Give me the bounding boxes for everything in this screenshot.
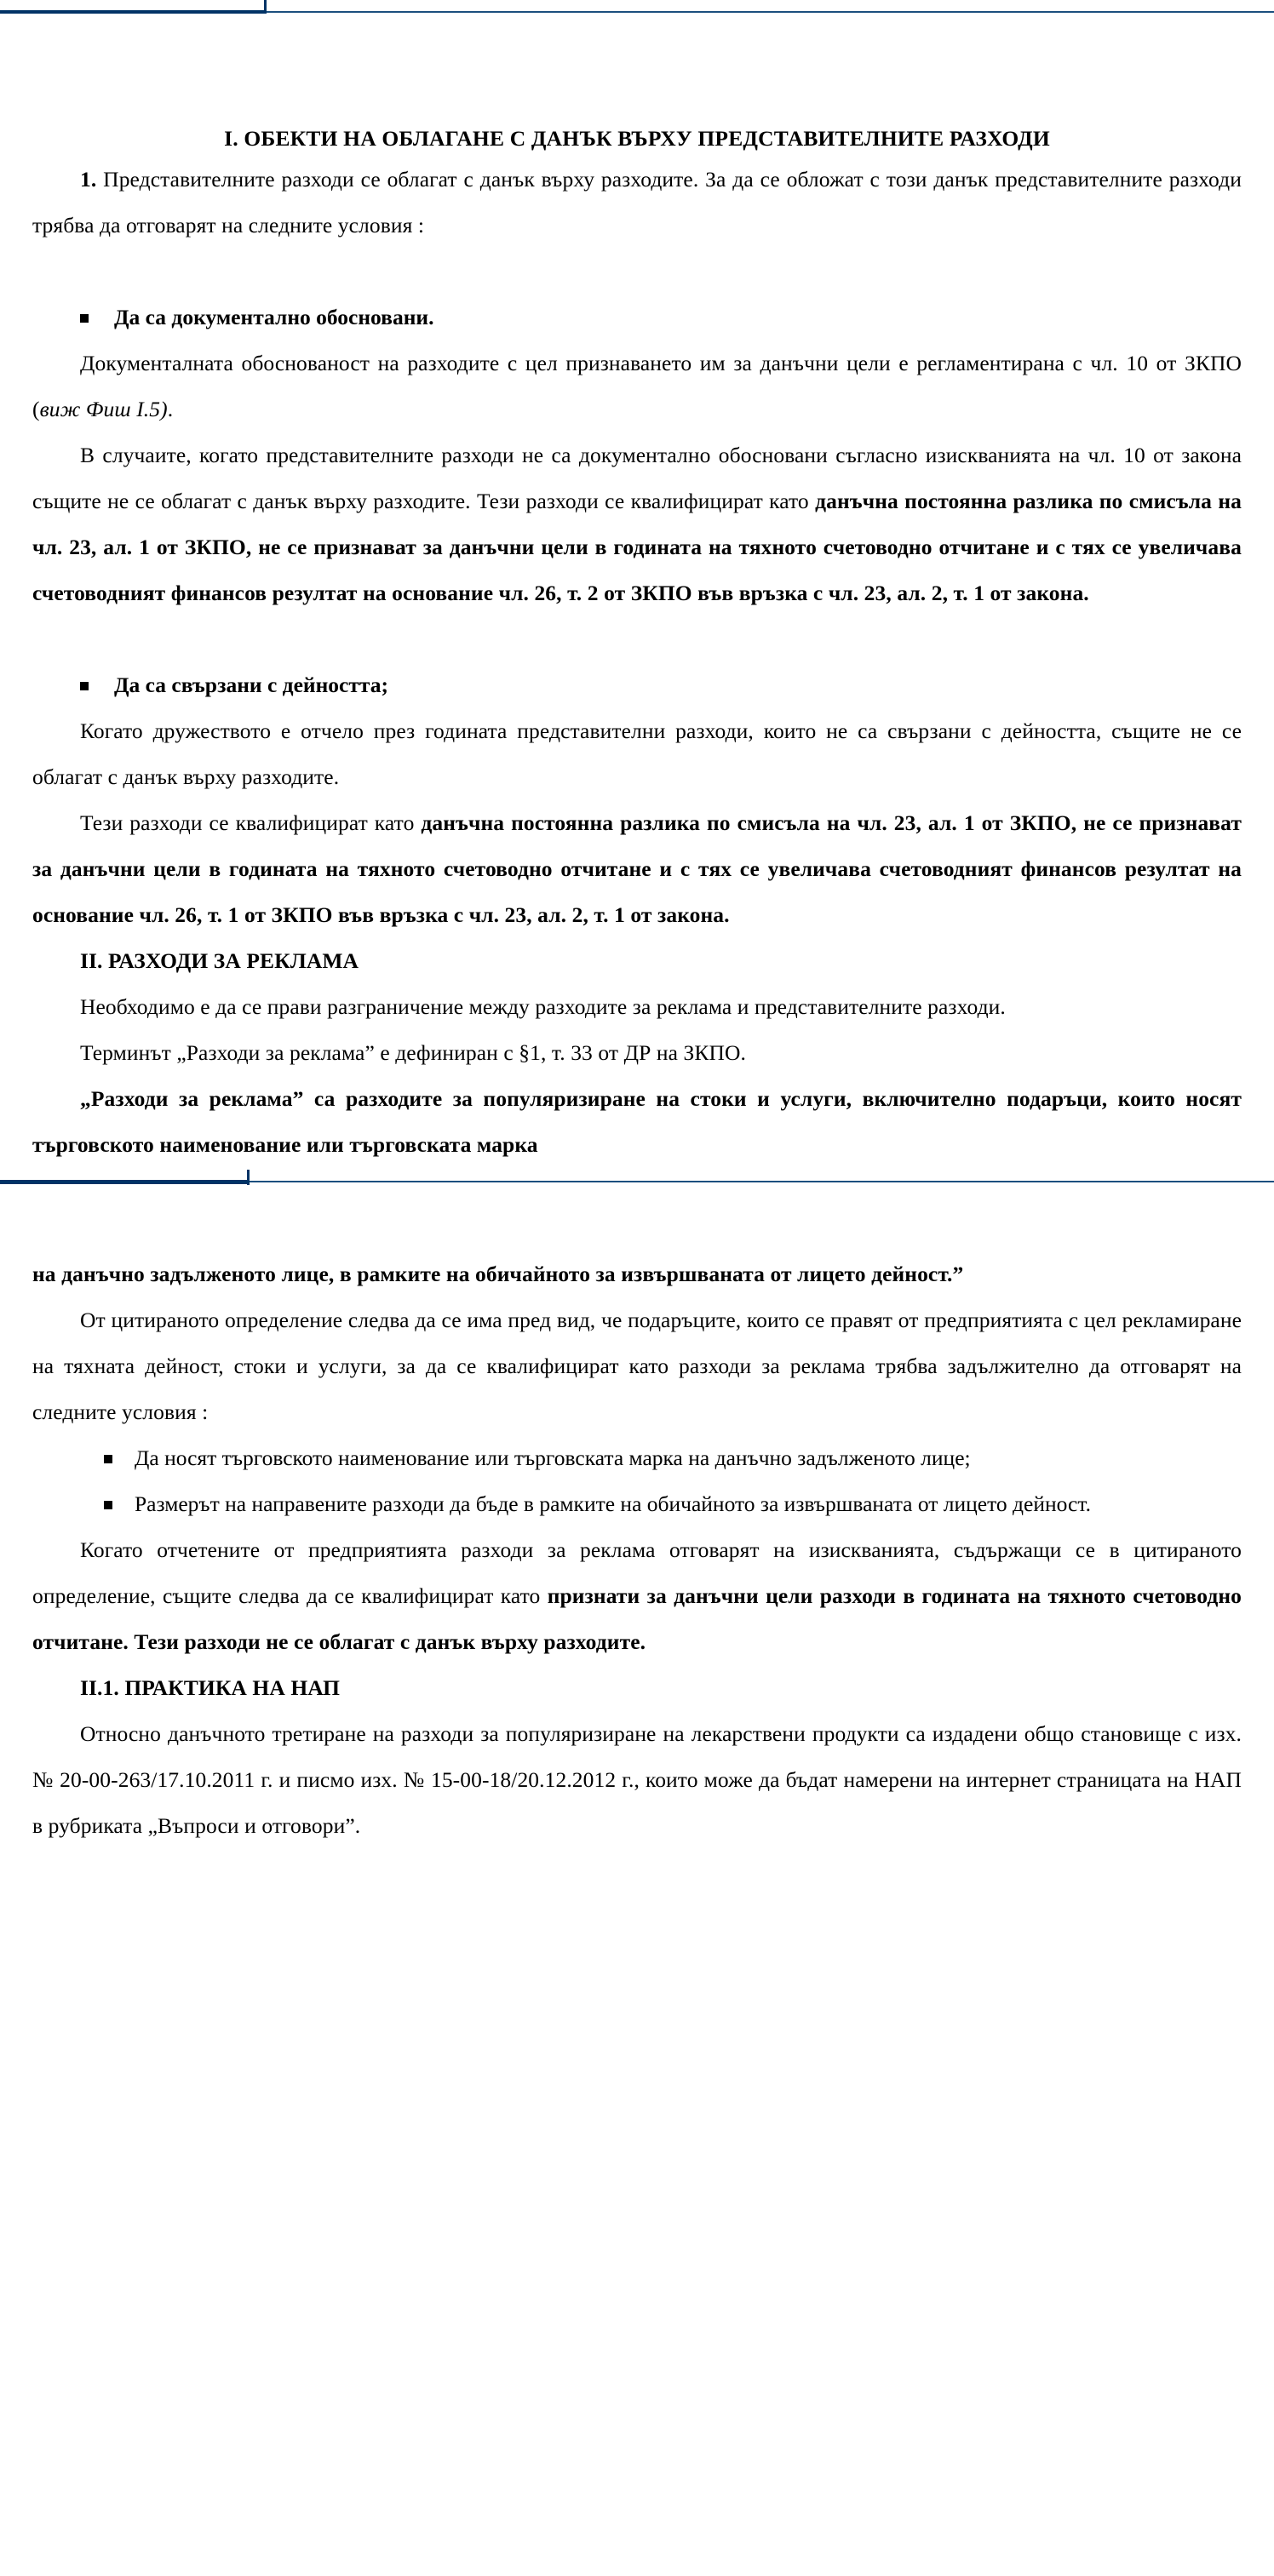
header-rule-thin-segment	[267, 11, 1274, 13]
header-rule-thick-segment	[0, 10, 266, 14]
page-break-rule-thick-segment	[0, 1180, 249, 1184]
page-title: I. ОБЕКТИ НА ОБЛАГАНЕ С ДАНЪК ВЪРХУ ПРЕДСТАВИТЕЛНИТЕ РАЗХОДИ	[224, 126, 1050, 151]
paragraph-intro	[32, 157, 1242, 249]
square-bullet-icon	[104, 1455, 112, 1463]
paragraph-definition-quote-part2-bold: на данъчно задълженото лице, в рамките на обичайното за извършваната от лицето дейност.”	[32, 1262, 964, 1286]
bullet-documentally-justified-label: Да са документално обосновани.	[114, 305, 434, 329]
list-item-text: Да носят търговското наименование или търговската марка на данъчно задълженото лице;	[135, 1445, 971, 1470]
list-item	[32, 1481, 1242, 1527]
list-item-text: Размерът на направените разходи да бъде в рамките на обичайното за извършваната от лицето дейност.	[135, 1491, 1091, 1516]
paragraph-when-reported-plain: Когато отчетените от предприятията разходи за реклама отговарят на изискванията, съдържащи се в цитираното определение, същите следва да се квалифицират като	[32, 1537, 1242, 1608]
paragraph-documental-justification-tail: .	[167, 397, 174, 421]
paragraph-from-definition: От цитираното определение следва да се има пред вид, че подаръците, които се правят от предприятията с цел рекламиране на тяхната дейност, стоки и услуги, за да се квалифицират като разходи за реклама трябва задължително да отговарят на следните условия :	[32, 1308, 1242, 1424]
paragraph-qualified-as-bold: данъчна постоянна разлика по смисъла на чл. 23, ал. 1 от ЗКПО, не се признават за данъчни цели в годината на тяхното счетоводно отчитане и с тях се увеличава счетоводният финансов резултат на основание чл. 26, т. 1 от ЗКПО във връзка с чл. 23, ал. 2, т. 1 от закона.	[32, 810, 1242, 927]
paragraph-definition-quote-part1-bold: „Разходи за реклама” са разходите за популяризиране на стоки и услуги, включително подаръци, които носят търговското наименование или търговската марка	[32, 1086, 1242, 1157]
paragraph-qualified-as	[32, 800, 1242, 938]
square-bullet-icon	[104, 1501, 112, 1509]
paragraph-documental-justification-text: Документалната обоснованост на разходите с цел признаването им за данъчни цели е регламентирана с чл. 10 от ЗКПО (	[32, 351, 1242, 421]
paragraph-definition-quote-part2	[32, 1251, 1242, 1297]
paragraph-intro-text: Представителните разходи се облагат с данък върху разходите. За да се обложат с този данък представителните разходи трябва да отговарят на следните условия :	[32, 167, 1242, 238]
page-one	[0, 20, 1274, 1168]
section-heading-advertising-expenses: II. РАЗХОДИ ЗА РЕКЛАМА	[80, 948, 359, 973]
paragraph-nap-practice-body: Относно данъчното третиране на разходи за популяризиране на лекарствени продукти са издадени общо становище с изх. № 20-00-263/17.10.2011 г. и писмо изх. № 15-00-18/20.12.2012 г., които може да бъдат намерени на интернет страницата на НАП в рубриката „Въпроси и отговори”.	[32, 1721, 1242, 1838]
paragraph-not-justified-cases-bold: данъчна постоянна разлика по смисъла на чл. 23, ал. 1 от ЗКПО, не се признават за данъчни цели в годината на тяхното счетоводно отчитане и с тях се увеличава счетоводният финансов резултат на основание чл. 26, т. 2 от ЗКПО във връзка с чл. 23, ал. 2, т. 1 от закона.	[32, 489, 1242, 605]
list-item	[32, 1435, 1242, 1481]
paragraph-not-justified-cases-plain: В случаите, когато представителните разходи не са документално обосновани съгласно изискванията на чл. 10 от закона същите не се облагат с данък върху разходите. Тези разходи се квалифицират като	[32, 443, 1242, 513]
bullet-documentally-justified	[32, 295, 1242, 341]
paragraph-documental-justification-reference: виж Фиш I.5)	[39, 397, 168, 421]
bullet-related-to-activity	[32, 662, 1242, 708]
paragraph-company-reported: Когато дружеството е отчело през годината представителни разходи, които не са свързани с дейността, същите не се облагат с данък върху разходите.	[32, 718, 1242, 789]
paragraph-term-defined: Терминът „Разходи за реклама” е дефиниран с §1, т. 33 от ДР на ЗКПО.	[80, 1040, 746, 1065]
square-bullet-icon	[80, 682, 89, 690]
paragraph-intro-number: 1.	[80, 167, 97, 192]
page-break-rule-tick	[247, 1170, 250, 1185]
section-heading-nap-practice: II.1. ПРАКТИКА НА НАП	[80, 1675, 341, 1700]
page-two	[0, 1190, 1274, 1849]
page-header-rule	[0, 0, 1274, 20]
paragraph-distinction-needed: Необходимо е да се прави разграничение между разходите за реклама и представителните разходи.	[80, 994, 1006, 1019]
paragraph-when-reported-bold: признати за данъчни цели разходи в годината на тяхното счетоводно отчитане. Тези разходи не се облагат с данък върху разходите.	[32, 1583, 1242, 1654]
paragraph-qualified-as-plain: Тези разходи се квалифицират като	[80, 810, 422, 835]
bullet-related-to-activity-label: Да са свързани с дейността;	[114, 673, 388, 697]
paragraph-when-reported	[32, 1527, 1242, 1665]
paragraph-definition-quote-part1	[32, 1076, 1242, 1168]
square-bullet-icon	[80, 314, 89, 323]
paragraph-documental-justification	[32, 341, 1242, 432]
page-break-rule-thin-segment	[250, 1181, 1274, 1182]
page-break-rule	[0, 1168, 1274, 1190]
paragraph-not-justified-cases	[32, 432, 1242, 616]
